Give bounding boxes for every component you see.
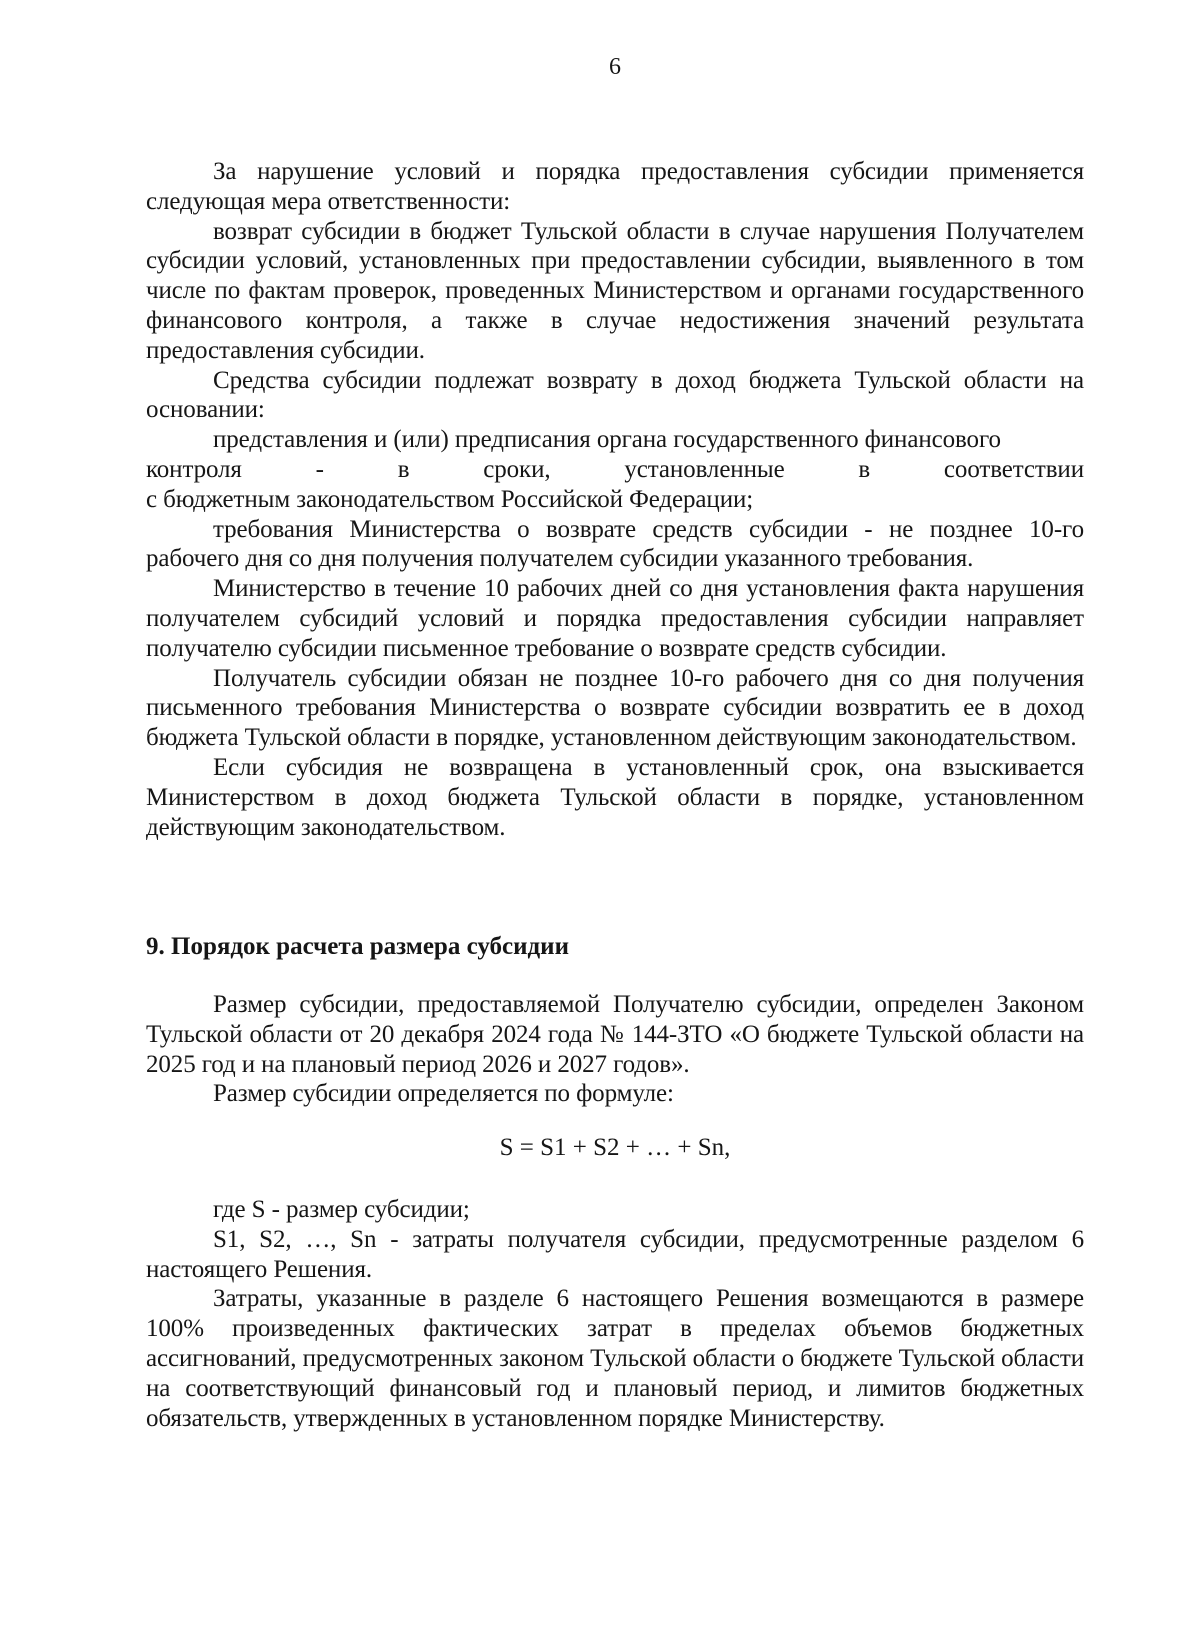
paragraph-ground-2: требования Министерства о возврате средств субсидии - не позднее 10-го рабочего дня со дня получения получателем субсидии указанного требования. (146, 515, 1084, 573)
section-heading: 9. Порядок расчета размера субсидии (146, 933, 569, 960)
responsibility-section (146, 157, 1084, 842)
subsidy-formula: S = S1 + S2 + … + Sn, (499, 1134, 731, 1161)
paragraph-return-grounds-intro: Средства субсидии подлежат возврату в доход бюджета Тульской области на основании: (146, 366, 1084, 424)
paragraph-ground-1-line-2: контроля - в сроки, установленные в соответствии (146, 455, 1084, 483)
paragraph-ministry-notice: Министерство в течение 10 рабочих дней со дня установления факта нарушения получателем субсидий условий и порядка предоставления субсидии направляет получателю субсидии письменное требование о возврате средств субсидии. (146, 575, 1084, 662)
paragraph-ground-1-line-3: с бюджетным законодательством Российской Федерации; (146, 485, 754, 513)
paragraph-where-s: где S - размер субсидии; (213, 1196, 470, 1223)
paragraph-responsibility-measure: возврат субсидии в бюджет Тульской области в случае нарушения Получателем субсидии условий, установленных при предоставлении субсидии, выявленного в том числе по фактам проверок, проведенных Министерством и органами государственного финансового контроля, а также в случае недостижения значений результата предоставления субсидии. (146, 217, 1084, 364)
paragraph-recovery: Если субсидия не возвращена в установленный срок, она взыскивается Министерством в доход бюджета Тульской области в порядке, установленном действующим законодательством. (146, 753, 1084, 841)
paragraph-ground-1-line-1: представления и (или) предписания органа государственного финансового (213, 426, 1001, 454)
paragraph-formula-intro: Размер субсидии определяется по формуле: (213, 1080, 674, 1108)
paragraph-where-sn: S1, S2, …, Sn - затраты получателя субсидии, предусмотренные разделом 6 настоящего Решения. (146, 1225, 1084, 1283)
paragraph-size-defined: Размер субсидии, предоставляемой Получателю субсидии, определен Законом Тульской области от 20 декабря 2024 года № 144-ЗТО «О бюджете Тульской области на 2025 год и на плановый период 2026 и 2027 годов». (146, 991, 1084, 1078)
formula-legend-section (146, 1195, 1084, 1433)
paragraph-recipient-obligation: Получатель субсидии обязан не позднее 10-го рабочего дня со дня получения письменного требования Министерства о возврате субсидии возвратить ее в доход бюджета Тульской области в порядке, установленном действующим законодательством. (146, 664, 1084, 752)
page-number: 6 (609, 54, 621, 80)
paragraph-responsibility-intro: За нарушение условий и порядка предоставления субсидии применяется следующая мера ответственности: (146, 158, 1084, 215)
paragraph-reimbursement: Затраты, указанные в разделе 6 настоящего Решения возмещаются в размере 100% произведенных фактических затрат в пределах объемов бюджетных ассигнований, предусмотренных законом Тульской области о бюджете Тульской области на соответствующий финансовый год и плановый период, и лимитов бюджетных обязательств, утвержденных в установленном порядке Министерству. (146, 1285, 1084, 1432)
subsidy-size-section (146, 990, 1084, 1109)
